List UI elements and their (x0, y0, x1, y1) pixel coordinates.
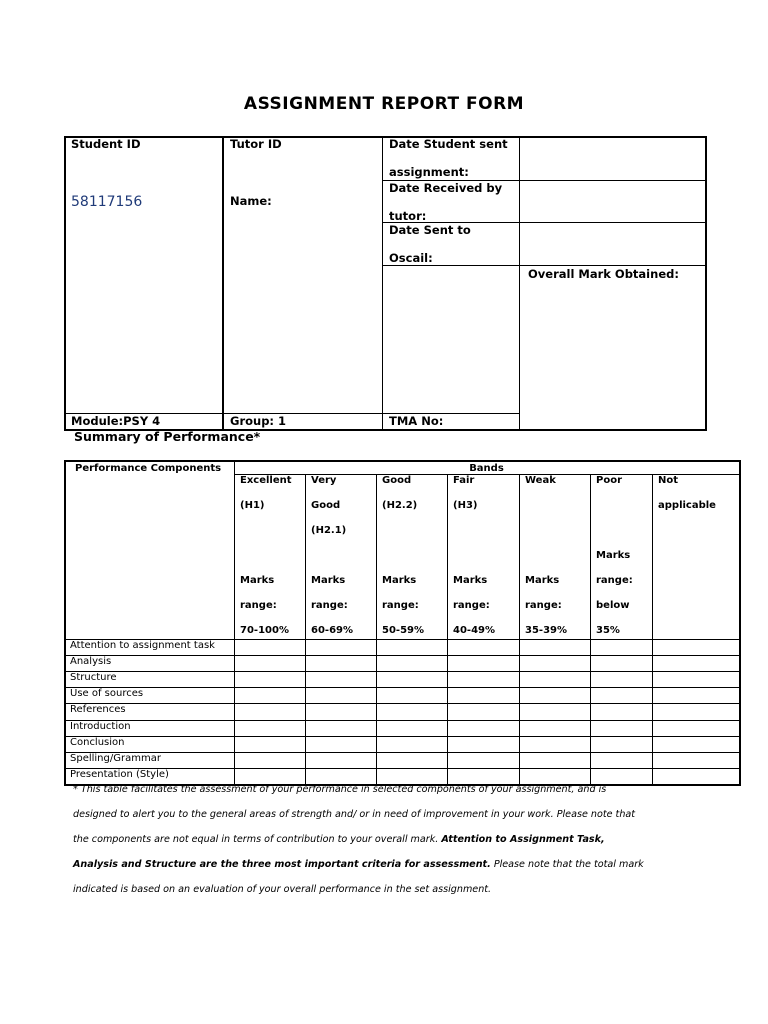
band-header: Excellent (H1) Marks range: 70-100% (240, 475, 292, 636)
module-label: Module:PSY 4 (71, 414, 161, 428)
component-row-label: Presentation (Style) (70, 768, 169, 780)
band-header: Weak Marks range: 35-39% (525, 475, 568, 636)
component-row-label: Use of sources (70, 688, 144, 700)
component-row-label: Attention to assignment task (70, 640, 215, 651)
components-header: Performance Components (75, 463, 222, 474)
component-row-label: References (70, 704, 126, 716)
band-header: Poor Marks range: below 35% (596, 475, 633, 636)
component-row-label: Structure (70, 672, 117, 684)
band-header: Not applicable (658, 475, 716, 511)
date-received-label: Date Received by tutor: (389, 181, 503, 223)
footnote-line-3: the components are not equal in terms of contribution to your overall mark. Attention to Assignment Task, (73, 834, 605, 845)
footnote-line-2: designed to alert you to the general areas of strength and/ or in need of improvement in your work. Please note that (73, 809, 636, 820)
band-header: Very Good (H2.1) Marks range: 60-69% (311, 475, 354, 636)
band-header: Fair (H3) Marks range: 40-49% (453, 475, 496, 636)
footnote-line-5: indicated is based on an evaluation of your overall performance in the set assignment. (73, 884, 492, 895)
form-title: ASSIGNMENT REPORT FORM (243, 94, 525, 114)
tma-label: TMA No: (389, 414, 444, 428)
band-header: Good (H2.2) Marks range: 50-59% (382, 475, 425, 636)
student-id-value: 58117156 (71, 194, 143, 210)
component-row-label: Introduction (70, 720, 131, 732)
date-sent-oscail-label: Date Sent to Oscail: (389, 223, 471, 265)
component-row-label: Spelling/Grammar (70, 752, 161, 764)
summary-heading: Summary of Performance* (74, 429, 261, 444)
component-row-label: Conclusion (70, 736, 125, 748)
footnote-line-1: * This table facilitates the assessment of your performance in selected components of your assignment, and is (73, 784, 607, 795)
date-student-sent-label: Date Student sent assignment: (389, 137, 508, 179)
student-id-label: Student ID (71, 137, 141, 151)
name-label: Name: (230, 194, 272, 208)
component-row-label: Analysis (70, 656, 112, 668)
tutor-id-label: Tutor ID (230, 137, 282, 151)
bands-header: Bands (469, 463, 504, 474)
group-label: Group: 1 (230, 414, 287, 428)
overall-mark-label: Overall Mark Obtained: (528, 267, 679, 281)
footnote (73, 777, 753, 902)
footnote-line-4: Analysis and Structure are the three most important criteria for assessment. Please note that the total mark (73, 859, 644, 870)
